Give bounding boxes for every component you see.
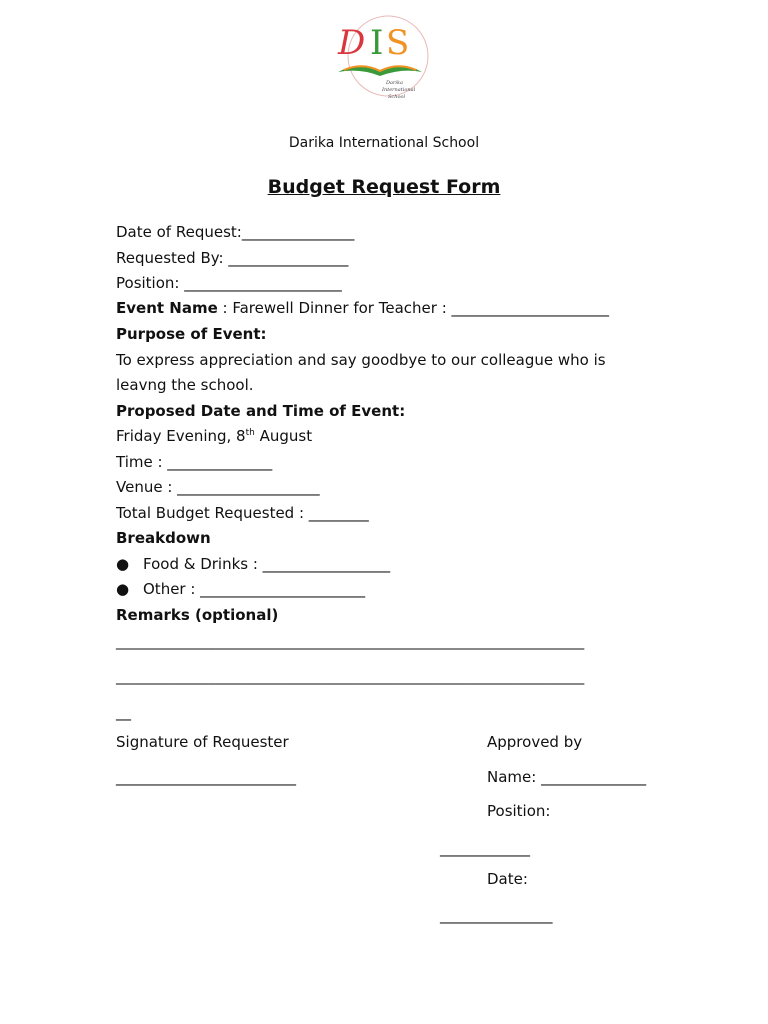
approver-position-line: ____________: [440, 839, 530, 857]
remarks-line: __________________________________________________________________: [116, 669, 585, 685]
school-name-english: Darika International School: [288, 135, 480, 151]
event-name-row: [116, 298, 609, 318]
venue-field: Venue : ___________________: [116, 478, 320, 496]
logo-letter-d: D: [338, 23, 366, 63]
position-field: Position: _____________________: [116, 274, 342, 292]
logo-caption: International: [382, 87, 416, 93]
proposed-month-text: August: [254, 427, 313, 445]
event-name-label: Event Name: [116, 299, 218, 317]
breakdown-item-other: Other : ______________________: [143, 580, 366, 598]
approver-date-line: _______________: [440, 906, 553, 924]
proposed-date-value: [116, 426, 312, 446]
purpose-label: Purpose of Event:: [116, 325, 267, 343]
school-name-local: ﾠﾠﾠﾠﾠﾠﾠﾠﾠﾠﾠﾠﾠﾠ ﾠﾠﾠﾠﾠﾠ: [246, 111, 522, 127]
approver-name-field: Name: ______________: [487, 768, 647, 786]
remarks-line: __________________________________________________________________: [116, 634, 585, 650]
logo-letter-s: S: [386, 23, 410, 63]
breakdown-item-food: Food & Drinks : _________________: [143, 555, 391, 573]
approved-by-label: Approved by: [487, 733, 583, 751]
logo-caption: School: [388, 94, 406, 100]
bullet-icon: ●: [116, 555, 130, 573]
form-title: Budget Request Form: [267, 176, 501, 198]
ordinal-suffix: th: [245, 428, 255, 438]
school-logo: [330, 14, 434, 102]
event-name-value: : Farewell Dinner for Teacher : _____________________: [217, 299, 610, 317]
logo-caption: Darika: [386, 80, 403, 86]
purpose-text-line1: To express appreciation and say goodbye to our colleague who is: [116, 351, 606, 369]
requester-signature-line: ________________________: [116, 768, 296, 786]
bullet-icon: ●: [116, 580, 130, 598]
breakdown-label: Breakdown: [116, 529, 211, 547]
proposed-date-label: Proposed Date and Time of Event:: [116, 402, 406, 420]
total-budget-field: Total Budget Requested : ________: [116, 504, 369, 522]
remarks-label: Remarks (optional): [116, 606, 279, 624]
proposed-date-text: Friday Evening, 8: [116, 427, 246, 445]
requested-by-field: Requested By: ________________: [116, 249, 349, 267]
logo-letter-i: I: [370, 23, 384, 63]
remarks-line: __: [116, 703, 131, 721]
purpose-text-line2: leavng the school.: [116, 376, 254, 394]
date-of-request-field: Date of Request:_______________: [116, 223, 355, 241]
requester-signature-label: Signature of Requester: [116, 733, 289, 751]
time-field: Time : ______________: [116, 453, 273, 471]
approver-date-label: Date:: [487, 870, 528, 888]
approver-position-label: Position:: [487, 802, 551, 820]
